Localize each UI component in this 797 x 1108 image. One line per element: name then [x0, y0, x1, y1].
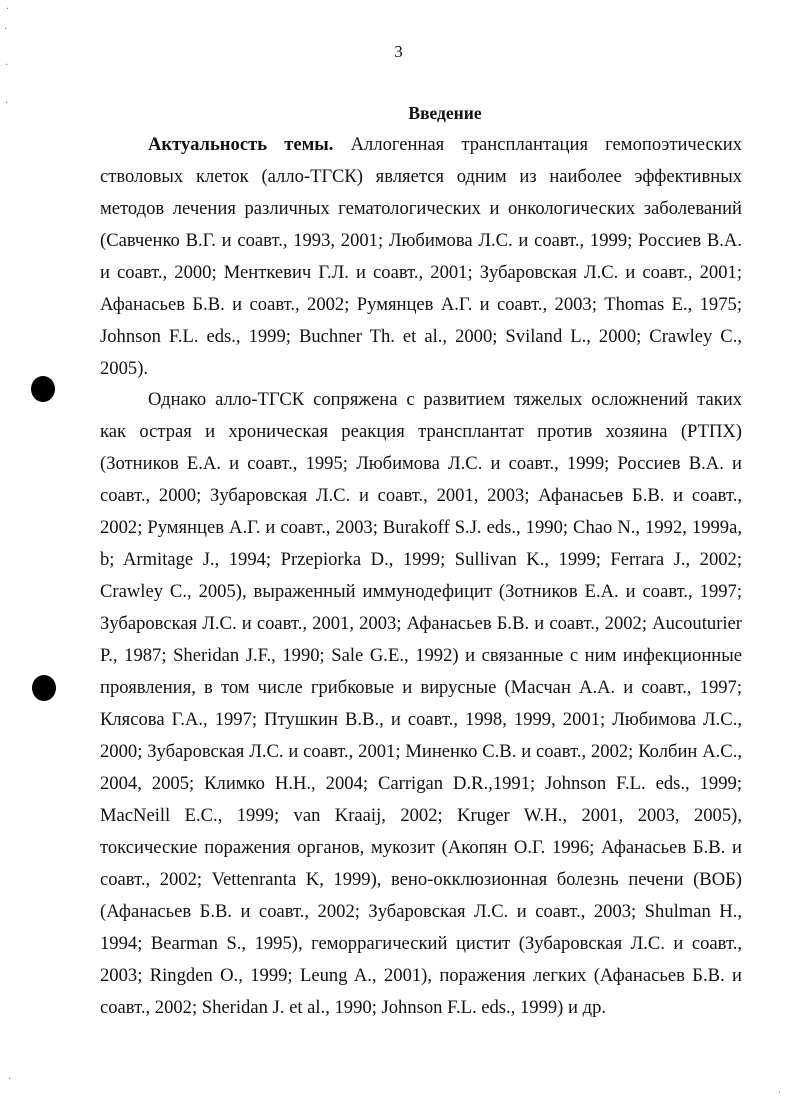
scan-speck: · [6, 4, 10, 15]
scan-speck: · [778, 1088, 782, 1099]
paragraph-complications: Однако алло-ТГСК сопряжена с развитием тяжелых осложнений таких как острая и хроническая реакция трансплантат против хозяина (РТПХ) (Зотников Е.А. и соавт., 1995; Любимова Л.С. и соавт., 1999; Россиев В.А. и соавт., 2000; Зубаровская Л.С. и соавт., 2001, 2003; Афанасьев Б.В. и соавт., 2002; Румянцев А.Г. и соавт., 2003; Burakoff S.J. eds., 1990; Chao N., 1992, 1999a, b; Armitage J., 1994; Przepiorka D., 1999; Sullivan K., 1999; Ferrara J., 2002; Crawley C., 2005), выраженный иммунодефицит (Зотников Е.А. и соавт., 1997; Зубаровская Л.С. и соавт., 2001, 2003; Афанасьев Б.В. и соавт., 2002; Aucouturier P., 1987; Sheridan J.F., 1990; Sale G.E., 1992) и связанные с ним инфекционные проявления, в том числе грибковые и вирусные (Масчан А.А. и соавт., 1997; Клясова Г.А., 1997; Птушкин В.В., и соавт., 1998, 1999, 2001; Любимова Л.С., 2000; Зубаровская Л.С. и соавт., 2001; Миненко С.В. и соавт., 2002; Колбин А.С., 2004, 2005; Климко Н.Н., 2004; Carrigan D.R.,1991; Johnson F.L. eds., 1999; MacNeill E.C., 1999; van Kraaij, 2002; Kruger W.H., 2001, 2003, 2005), токсические поражения органов, мукозит (Акопян О.Г. 1996; Афанасьев Б.В. и соавт., 2002; Vettenranta K, 1999), вено-окклюзионная болезнь печени (ВОБ) (Афанасьев Б.В. и соавт., 2002; Зубаровская Л.С. и соавт., 2003; Shulman H., 1994; Bearman S., 1995), геморрагический цистит (Зубаровская Л.С. и соавт., 2003; Ringden O., 1999; Leung A., 2001), поражения легких (Афанасьев Б.В. и соавт., 2002; Sheridan J. et al., 1990; Johnson F.L. eds., 1999) и др. [100, 389, 742, 1018]
section-title: Введение [408, 103, 482, 123]
scan-speck: · [4, 24, 8, 35]
binder-hole-mark [31, 376, 55, 402]
page-number: 3 [394, 42, 403, 61]
binder-hole-mark [32, 675, 56, 701]
paragraph-relevance [100, 129, 742, 385]
scan-speck: · [5, 60, 9, 71]
scan-speck: · [8, 1074, 12, 1085]
paragraph-body: Аллогенная трансплантация гемопоэтических стволовых клеток (алло-ТГСК) является одним из наиболее эффективных методов лечения различных гематологических и онкологических заболеваний (Савченко В.Г. и соавт., 1993, 2001; Любимова Л.С. и соавт., 1999; Россиев В.А. и соавт., 2000; Менткевич Г.Л. и соавт., 2001; Зубаровская Л.С. и соавт., 2001; Афанасьев Б.В. и соавт., 2002; Румянцев А.Г. и соавт., 2003; Thomas E., 1975; Johnson F.L. eds., 1999; Buchner Th. et al., 2000; Sviland L., 2000; Crawley C., 2005). [100, 134, 743, 379]
scan-speck: · [5, 98, 9, 109]
paragraph-lead: Актуальность темы. [148, 134, 334, 155]
